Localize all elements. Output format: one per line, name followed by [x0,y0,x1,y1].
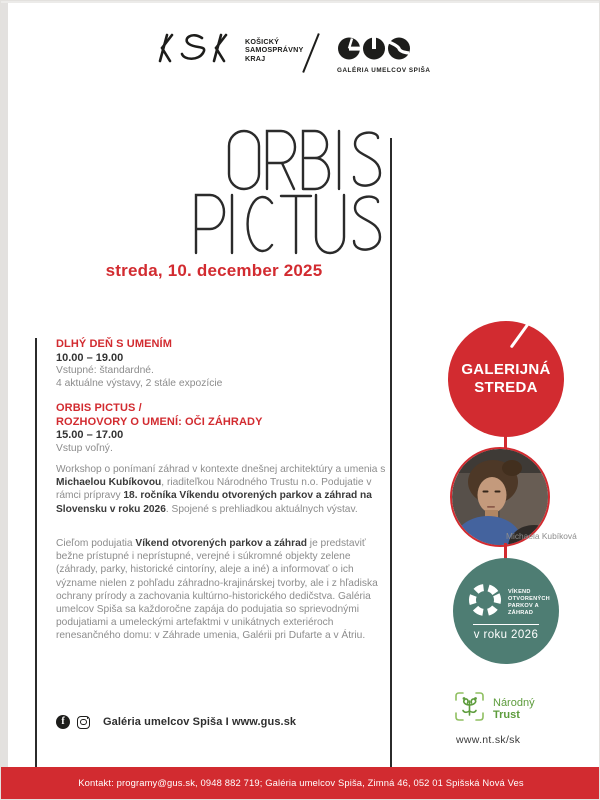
description-paragraph-1: Workshop o ponímaní záhrad v kontexte dnešnej architektúry a umenia s Michaelou Kubíkovou, riaditeľkou Národného Trustu n.o. Podujatie v rámci prípravy 18. ročníka Víkendu otvorených parkov a záhrad na Slovensku v roku 2026. Spojené s prehliadkou aktuálnych výstav. [56,464,386,515]
title-text-line1 [404,129,405,130]
ksk-logo-icon [156,33,238,68]
page-edge-left [1,1,8,800]
gus-logo-caption: GALÉRIA UMELCOV SPIŠA [337,67,431,74]
event-notes: Vstupné: štandardné. 4 aktuálne výstavy, 2 stále expozície [56,365,223,389]
event-time: 10.00 – 19.00 [56,351,124,364]
trust-tree-icon [454,691,485,727]
trust-name-line2: Trust [493,709,520,721]
badge-slash-mark [510,318,534,349]
social-row [56,715,296,729]
gallery-website-label: Galéria umelcov Spiša I www.gus.sk [103,716,297,728]
speaker-name: Michaela Kubíková [506,531,577,541]
facebook-icon: f [56,715,70,729]
event-date: streda, 10. december 2025 [105,261,323,280]
event-time: 15.00 – 17.00 [56,429,124,441]
left-vertical-rule [35,338,37,767]
trust-name-line1: Národný [493,696,535,709]
event-title: ORBIS PICTUS / ROZHOVORY O UMENÍ: OČI ZÁHRADY [56,402,263,428]
badge-divider-rule [473,624,539,625]
event-title: DLHÝ DEŇ S UMENÍM [56,338,172,350]
trust-url: www.nt.sk/sk [456,734,521,746]
page-edge-top [1,1,600,3]
event-notes: Vstup voľný. [56,442,113,454]
event-block-long-day [56,338,390,390]
vertical-divider-rule [390,138,392,767]
connector-stem [504,543,507,559]
open-parks-weekend-badge [453,558,559,664]
title-orbis-pictus [169,129,404,264]
gallery-wednesday-badge [448,321,564,437]
ksk-logo-text: KOŠICKÝ SAMOSPRÁVNY KRAJ [245,37,304,63]
gus-logo-icon [337,37,411,65]
title-text-line2 [404,129,405,130]
gallery-wednesday-label: GALERIJNÁ STREDA [461,360,551,396]
open-parks-weekend-label: VÍKEND OTVORENÝCH PARKOV A ZÁHRAD [508,588,550,616]
footer-contact-text: Kontakt: programy@gus.sk, 0948 882 719; Galéria umelcov Spiša, Zimná 46, 052 01 Spišská Nová Ves [78,777,524,788]
instagram-icon [77,716,90,729]
footer-contact-bar [1,767,600,800]
narodny-trust-logo [454,691,535,727]
event-block-orbis-pictus [56,402,390,455]
description-paragraph-2: Cieľom podujatia Víkend otvorených parkov a záhrad je predstaviť bežne prístupné i neprístupné, verejné i súkromné objekty zelene (záhrady, parky, historické cintoríny, aleje a iné) a informovať o ich význame nielen z pohľadu záhradno-krajinárskej tvorby, ale i z hľadiska ochrany prírody a zachovania kultúrno-historického dedičstva. Galéria umelcov Spiša sa každoročne zapája do podujatia so sprievodnými podujatiami a umeleckými artefaktmi v unikátnych exteriéroch renesančného domu: v Záhrade umenia, Galérii pri Dufarte a v Átriu. [56,538,378,642]
dashed-ring-icon [467,582,503,623]
year-label: v roku 2026 [473,629,539,641]
logo-separator [302,33,320,73]
